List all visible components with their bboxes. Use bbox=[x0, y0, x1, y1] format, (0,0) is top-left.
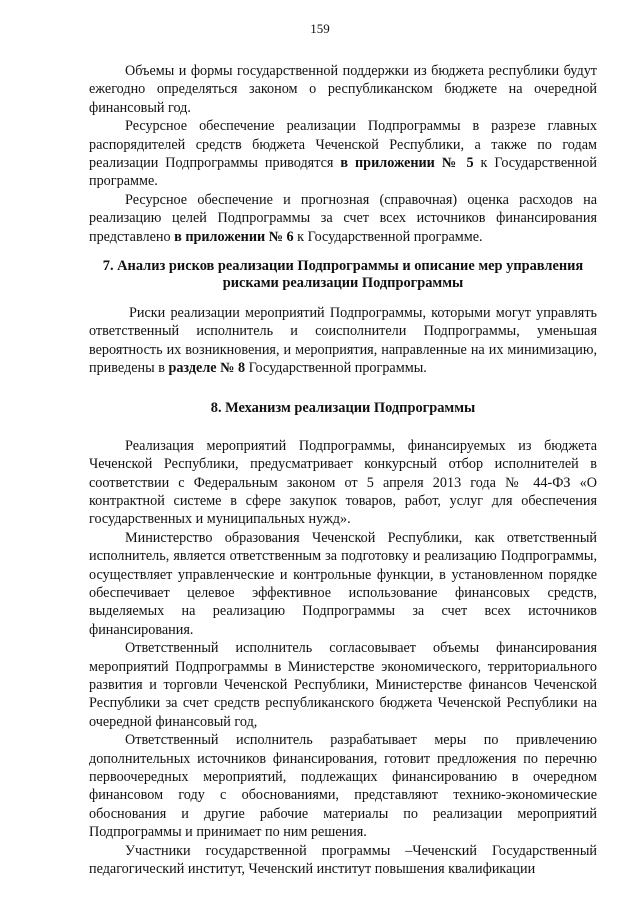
paragraph-text: Ресурсное обеспечение реализации Подпрограммы в разрезе главных распорядителей средств бюджета Чеченской Республики, а также по годам реализации Подпрограммы приводятся bbox=[89, 118, 597, 172]
paragraph-ministry-role: Министерство образования Чеченской Республики, как ответственный исполнитель, является ответственным за подготовку и реализацию Подпрограммы, осуществляет управленческие и контрольные функции, в установленном порядке обеспечивает целевое эффективное использование финансовых средств, выделяемых на реализацию Подпрограммы за счет всех источников финансирования. bbox=[89, 529, 597, 638]
document-body bbox=[89, 62, 597, 878]
paragraph-expense-estimate bbox=[89, 191, 597, 246]
paragraph-text: к Государственной программе. bbox=[293, 228, 483, 245]
paragraph-participants: Участники государственной программы –Чеченский Государственный педагогический институт, Чеченский институт повышения квалификации bbox=[89, 842, 597, 878]
paragraph-resource-provision bbox=[89, 117, 597, 191]
paragraph-text: Риски реализации мероприятий Подпрограммы, которыми могут управлять ответственный исполнитель и соисполнители Подпрограммы, уменьшая вероятность их возникновения, и мероприятия, направленные на их минимизацию, приведены в bbox=[89, 305, 597, 377]
paragraph-text: Государственной программы. bbox=[245, 360, 427, 377]
appendix-5-reference: в приложении № 5 bbox=[340, 155, 474, 172]
paragraph-implementation: Реализация мероприятий Подпрограммы, финансируемых из бюджета Чеченской Республики, предусматривает конкурсный отбор исполнителей в соответствии с Федеральным законом от 5 апреля 2013 года № 44-ФЗ «О контрактной системе в сфере закупок товаров, работ, услуг для обеспечения государственных и муниципальных нужд». bbox=[89, 437, 597, 528]
paragraph-text: к Государственной программе. bbox=[89, 155, 597, 190]
section-8-reference: разделе № 8 bbox=[168, 360, 246, 377]
paragraph-risks bbox=[89, 304, 597, 378]
section-8-heading: 8. Механизм реализации Подпрограммы bbox=[210, 399, 476, 416]
paragraph-state-support: Объемы и формы государственной поддержки из бюджета республики будут ежегодно определяться законом о республиканском бюджете на очередной финансовый год. bbox=[89, 63, 597, 116]
paragraph-additional-sources: Ответственный исполнитель разрабатывает меры по привлечению дополнительных источников финансирования, готовит предложения по перечню первоочередных мероприятий, подлежащих финансированию в очередном финансовом году с обоснованиями, представляют технико-экономические обоснования и другие рабочие материалы по реализации мероприятий Подпрограммы и принимает по ним решения. bbox=[89, 732, 597, 841]
page-number: 159 bbox=[310, 21, 330, 36]
section-7-heading: 7. Анализ рисков реализации Подпрограммы и описание мер управления рисками реализации Подпрограммы bbox=[102, 258, 584, 292]
paragraph-funding-approval: Ответственный исполнитель согласовывает объемы финансирования мероприятий Подпрограммы в Министерстве экономического, территориального развития и торговли Чеченской Республики, Министерстве финансов Чеченской Республики за счет средств республиканского бюджета Чеченской Республики на очередной финансовый год, bbox=[89, 640, 597, 730]
appendix-6-reference: в приложении № 6 bbox=[174, 228, 294, 245]
paragraph-text: Ресурсное обеспечение и прогнозная (справочная) оценка расходов на реализацию целей Подпрограммы за счет всех источников финансирования представлено bbox=[89, 191, 597, 245]
